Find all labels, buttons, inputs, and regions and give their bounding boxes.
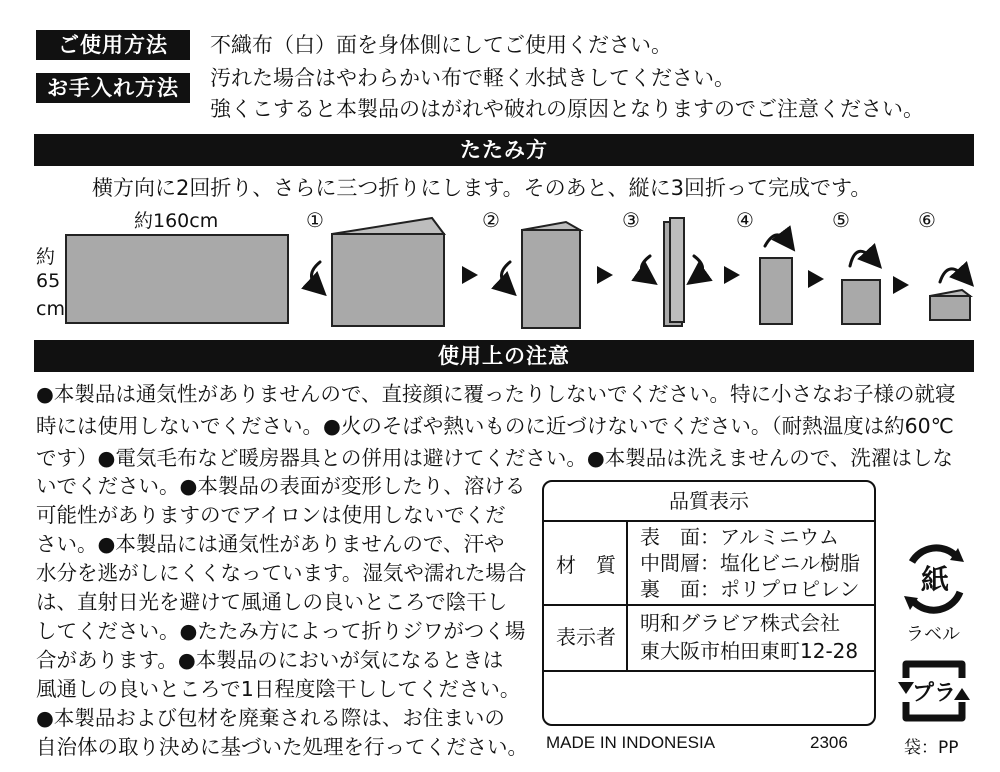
step-triangle-1: [462, 266, 478, 284]
usage-text: 不織布（白）面を身体側にしてご使用ください。: [210, 33, 672, 57]
folding-instruction: 横方向に2回折り、さらに三つ折りにします。そのあと、縦に3回折って完成です。: [92, 176, 872, 200]
step-6-number: ⑥: [918, 208, 936, 232]
labeler-label: 表示者: [556, 625, 616, 649]
paper-recycle-mark: [898, 542, 972, 616]
quality-divider-2: [544, 604, 874, 606]
material-line-3: 裏 面：ポリプロピレン: [640, 577, 860, 601]
plastic-mark-text: プラ: [911, 681, 957, 706]
origin-text: MADE IN INDONESIA: [546, 733, 716, 752]
fold-arrow-2: [501, 262, 510, 288]
caution-left-line-9: ●本製品および包材を廃棄される際は、お住まいの: [36, 706, 505, 730]
step-triangle-5: [893, 276, 909, 294]
caution-left-line-2: 可能性がありますのでアイロンは使用しないでくだ: [36, 503, 506, 527]
height-label-1: 約: [36, 246, 56, 268]
caution-left-line-6: してください。●たたみ方によって折りジワがつく場: [36, 619, 526, 643]
lot-code: 2306: [810, 733, 848, 752]
quality-table: [542, 480, 876, 726]
step-triangle-3: [724, 266, 740, 284]
step-5-number: ⑤: [832, 208, 850, 232]
sheet-step5: [842, 280, 880, 324]
sheet-step2: [522, 230, 580, 328]
fold-arrow-6: [940, 269, 966, 282]
step-triangle-4: [808, 270, 824, 288]
caution-left-line-8: 風通しの良いところで1日程度陰干ししてください。: [36, 677, 521, 701]
material-line-1: 表 面：アルミニウム: [640, 525, 839, 549]
caution-left-line-7: 合があります。●本製品のにおいが気になるときは: [36, 648, 504, 672]
care-text-line2: 強くこすると本製品のはがれや破れの原因となりますのでご注意ください。: [210, 97, 924, 121]
quality-title: 品質表示: [669, 489, 749, 513]
caution-line-1: ●本製品は通気性がありませんので、直接顔に覆ったりしないでください。特に小さなお子様の就寝: [36, 382, 956, 406]
fold-arrow-1: [311, 262, 320, 288]
sheet-full: [66, 235, 288, 323]
height-label-2: 65: [36, 270, 61, 292]
step-2-number: ②: [482, 208, 500, 232]
step-1-number: ①: [306, 208, 324, 232]
fold-arrow-3a: [641, 256, 650, 278]
caution-left-line-5: は、直射日光を避けて風通しの良いところで陰干し: [36, 590, 508, 614]
care-text-line1: 汚れた場合はやわらかい布で軽く水拭きしてください。: [210, 66, 735, 90]
caution-left-line-1: いでください。●本製品の表面が変形したり、溶ける: [36, 474, 526, 498]
fold-arrow-4: [765, 235, 788, 246]
height-label-3: cm: [36, 298, 65, 320]
paper-mark-text: 紙: [920, 563, 950, 596]
quality-divider-3: [544, 670, 874, 672]
material-label: 材 質: [556, 553, 616, 577]
step-4-number: ④: [736, 208, 754, 232]
quality-divider-1: [544, 520, 874, 522]
plastic-caption: 袋：PP: [904, 738, 959, 758]
folding-title-bar: たたみ方: [34, 134, 974, 166]
step-3-number: ③: [622, 208, 640, 232]
labeler-line-1: 明和グラビア株式会社: [640, 611, 840, 635]
folding-diagram: [0, 215, 1000, 335]
fold-arrow-3b: [694, 256, 703, 278]
labeler-line-2: 東大阪市柏田東町12-28: [640, 639, 859, 663]
sheet-step6: [930, 296, 970, 320]
caution-left-line-4: 水分を逃がしにくくなっています。湿気や濡れた場合: [36, 561, 527, 585]
caution-left-line-3: さい。●本製品には通気性がありませんので、汗や: [36, 532, 505, 556]
paper-caption: ラベル: [906, 624, 960, 645]
fold-arrow-5: [850, 251, 874, 266]
care-label: お手入れ方法: [36, 73, 190, 103]
plastic-recycle-mark: [896, 656, 972, 726]
sheet-step4: [760, 258, 792, 324]
caution-left-line-10: 自治体の取り決めに基づいた処理を行ってください。: [36, 735, 528, 759]
quality-divider-v: [626, 520, 628, 670]
sheet-step1: [332, 234, 444, 326]
caution-line-3: です）●電気毛布など暖房器具との併用は避けてください。●本製品は洗えませんので、洗濯はしな: [36, 446, 953, 470]
step-triangle-2: [597, 266, 613, 284]
material-line-2: 中間層：塩化ビニル樹脂: [640, 551, 860, 575]
caution-title-bar: 使用上の注意: [34, 340, 974, 372]
caution-line-2: 時には使用しないでください。●火のそばや熱いものに近づけないでください。（耐熱温度は約60℃: [36, 414, 954, 438]
width-label: 約160cm: [134, 210, 219, 232]
usage-label: ご使用方法: [36, 30, 190, 60]
